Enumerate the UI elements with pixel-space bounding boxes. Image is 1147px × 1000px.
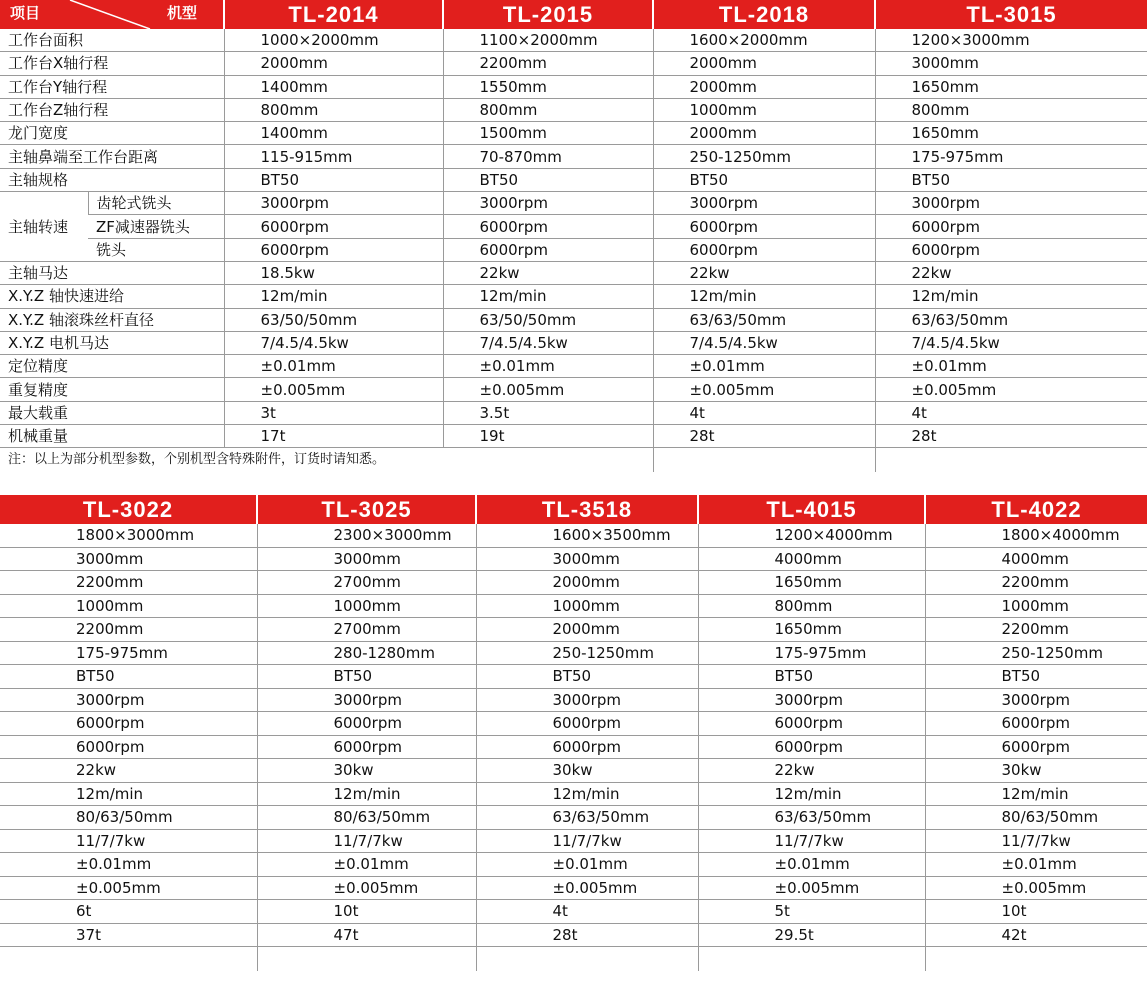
row-label: X.Y.Z 轴快速进给 bbox=[0, 285, 224, 308]
spec-value: 4t bbox=[875, 401, 1147, 424]
spec-value: ±0.01mm bbox=[476, 853, 698, 877]
spec-value: 7/4.5/4.5kw bbox=[875, 331, 1147, 354]
model-header: TL-4022 bbox=[925, 495, 1147, 524]
table-row bbox=[0, 759, 1147, 783]
spec-value: 250-1250mm bbox=[476, 641, 698, 665]
spec-value: 22kw bbox=[698, 759, 925, 783]
spec-value: 3000rpm bbox=[224, 192, 443, 215]
spec-value: 3000mm bbox=[0, 547, 257, 571]
table-row bbox=[0, 806, 1147, 830]
table-row bbox=[0, 547, 1147, 571]
spec-value: 1400mm bbox=[224, 75, 443, 98]
table-row bbox=[0, 665, 1147, 689]
spec-value: 28t bbox=[875, 425, 1147, 448]
spec-value: BT50 bbox=[0, 665, 257, 689]
spec-value: 3000mm bbox=[257, 547, 476, 571]
spec-value: 175-975mm bbox=[0, 641, 257, 665]
spec-value: BT50 bbox=[224, 168, 443, 191]
spec-value: 1000mm bbox=[257, 594, 476, 618]
spec-value: 6t bbox=[0, 900, 257, 924]
sub-row-label: 铣头 bbox=[88, 238, 224, 261]
corner-model-label: 机型 bbox=[166, 5, 197, 22]
spec-value: 1000mm bbox=[0, 594, 257, 618]
spec-value: 7/4.5/4.5kw bbox=[443, 331, 653, 354]
table-row bbox=[0, 98, 1147, 121]
spec-value: 6000rpm bbox=[925, 735, 1147, 759]
spec-value: 11/7/7kw bbox=[257, 829, 476, 853]
spec-value: 28t bbox=[653, 425, 875, 448]
spec-value: 7/4.5/4.5kw bbox=[224, 331, 443, 354]
spec-value: ±0.01mm bbox=[925, 853, 1147, 877]
spec-value: 3000rpm bbox=[875, 192, 1147, 215]
table-row bbox=[0, 168, 1147, 191]
model-header: TL-3025 bbox=[257, 495, 476, 524]
spec-value: 80/63/50mm bbox=[257, 806, 476, 830]
spec-value: 18.5kw bbox=[224, 261, 443, 284]
spec-value: 2000mm bbox=[653, 122, 875, 145]
spec-value: 3t bbox=[224, 401, 443, 424]
spec-value: 12m/min bbox=[925, 782, 1147, 806]
sub-row-label: 齿轮式铣头 bbox=[88, 192, 224, 215]
spec-value: 5t bbox=[698, 900, 925, 924]
spec-value: ±0.01mm bbox=[257, 853, 476, 877]
empty-cell bbox=[875, 448, 1147, 473]
spec-value: 2000mm bbox=[653, 75, 875, 98]
row-label: 龙门宽度 bbox=[0, 122, 224, 145]
spec-value: 6000rpm bbox=[698, 735, 925, 759]
spec-value: 1800×4000mm bbox=[925, 524, 1147, 547]
spec-value: 6000rpm bbox=[443, 238, 653, 261]
spec-value: 22kw bbox=[653, 261, 875, 284]
spec-value: 1200×4000mm bbox=[698, 524, 925, 547]
corner-header bbox=[0, 0, 224, 29]
table-row bbox=[0, 52, 1147, 75]
empty-cell bbox=[653, 448, 875, 473]
spec-value: 3000rpm bbox=[257, 688, 476, 712]
spec-value: 22kw bbox=[443, 261, 653, 284]
spec-value: 3.5t bbox=[443, 401, 653, 424]
spec-value: ±0.005mm bbox=[224, 378, 443, 401]
spec-value: 6000rpm bbox=[476, 735, 698, 759]
spec-value: 30kw bbox=[925, 759, 1147, 783]
spec-value: 2000mm bbox=[224, 52, 443, 75]
spec-value: 7/4.5/4.5kw bbox=[653, 331, 875, 354]
spec-value: ±0.005mm bbox=[875, 378, 1147, 401]
table-row bbox=[0, 215, 1147, 238]
spec-value: 6000rpm bbox=[224, 215, 443, 238]
table-row bbox=[0, 618, 1147, 642]
row-label: 工作台面积 bbox=[0, 29, 224, 52]
row-label: X.Y.Z 电机马达 bbox=[0, 331, 224, 354]
row-label: 主轴马达 bbox=[0, 261, 224, 284]
spec-value: 2000mm bbox=[653, 52, 875, 75]
table-row bbox=[0, 524, 1147, 547]
empty-cell bbox=[698, 947, 925, 972]
spec-value: 115-915mm bbox=[224, 145, 443, 168]
spec-value: 2700mm bbox=[257, 618, 476, 642]
spec-value: 4t bbox=[653, 401, 875, 424]
spec-value: 1600×3500mm bbox=[476, 524, 698, 547]
spec-value: 80/63/50mm bbox=[0, 806, 257, 830]
table-row bbox=[0, 192, 1147, 215]
spec-value: ±0.01mm bbox=[875, 355, 1147, 378]
table-row bbox=[0, 853, 1147, 877]
spec-value: 1500mm bbox=[443, 122, 653, 145]
spec-value: BT50 bbox=[476, 665, 698, 689]
model-header: TL-3015 bbox=[875, 0, 1147, 29]
spec-value: BT50 bbox=[698, 665, 925, 689]
spec-value: 1550mm bbox=[443, 75, 653, 98]
spec-value: BT50 bbox=[443, 168, 653, 191]
spec-value: 30kw bbox=[257, 759, 476, 783]
spec-value: 17t bbox=[224, 425, 443, 448]
spec-value: 2200mm bbox=[0, 571, 257, 595]
spec-value: 29.5t bbox=[698, 923, 925, 947]
spec-value: 1650mm bbox=[875, 122, 1147, 145]
spec-value: 6000rpm bbox=[875, 238, 1147, 261]
spec-value: ±0.01mm bbox=[0, 853, 257, 877]
model-header: TL-2014 bbox=[224, 0, 443, 29]
spec-value: 1000mm bbox=[653, 98, 875, 121]
row-label: 主轴规格 bbox=[0, 168, 224, 191]
spec-value: 800mm bbox=[224, 98, 443, 121]
spec-value: 1600×2000mm bbox=[653, 29, 875, 52]
spec-value: 10t bbox=[925, 900, 1147, 924]
spec-value: 3000rpm bbox=[653, 192, 875, 215]
spec-value: 1400mm bbox=[224, 122, 443, 145]
row-label: 主轴鼻端至工作台距离 bbox=[0, 145, 224, 168]
spec-value: 28t bbox=[476, 923, 698, 947]
table-row bbox=[0, 594, 1147, 618]
spec-value: ±0.01mm bbox=[698, 853, 925, 877]
row-label: 工作台X轴行程 bbox=[0, 52, 224, 75]
spec-value: 12m/min bbox=[0, 782, 257, 806]
spec-value: 3000rpm bbox=[0, 688, 257, 712]
spec-value: 11/7/7kw bbox=[476, 829, 698, 853]
table-row bbox=[0, 238, 1147, 261]
table2-header-row bbox=[0, 495, 1147, 524]
spec-value: 2000mm bbox=[476, 571, 698, 595]
spec-value: 19t bbox=[443, 425, 653, 448]
spec-value: 12m/min bbox=[875, 285, 1147, 308]
table-row bbox=[0, 122, 1147, 145]
spec-value: 250-1250mm bbox=[653, 145, 875, 168]
table-row bbox=[0, 308, 1147, 331]
model-header: TL-3518 bbox=[476, 495, 698, 524]
spec-value: 12m/min bbox=[653, 285, 875, 308]
model-header: TL-4015 bbox=[698, 495, 925, 524]
spec-value: 4t bbox=[476, 900, 698, 924]
spec-value: BT50 bbox=[875, 168, 1147, 191]
spec-value: ±0.005mm bbox=[698, 876, 925, 900]
spec-value: 2200mm bbox=[925, 618, 1147, 642]
spec-value: BT50 bbox=[257, 665, 476, 689]
spec-value: 12m/min bbox=[443, 285, 653, 308]
spec-value: 175-975mm bbox=[698, 641, 925, 665]
row-label: X.Y.Z 轴滚珠丝杆直径 bbox=[0, 308, 224, 331]
table-row bbox=[0, 29, 1147, 52]
empty-cell bbox=[0, 947, 257, 972]
table-row bbox=[0, 145, 1147, 168]
spec-value: 22kw bbox=[0, 759, 257, 783]
spec-value: ±0.005mm bbox=[476, 876, 698, 900]
table-row bbox=[0, 688, 1147, 712]
table-row bbox=[0, 900, 1147, 924]
spec-value: 6000rpm bbox=[443, 215, 653, 238]
spec-value: ±0.005mm bbox=[653, 378, 875, 401]
spec-value: 2200mm bbox=[925, 571, 1147, 595]
note-row bbox=[0, 448, 1147, 473]
group-label: 主轴转速 bbox=[0, 192, 88, 262]
empty-cell bbox=[925, 947, 1147, 972]
spec-value: 3000rpm bbox=[925, 688, 1147, 712]
spec-value: 3000rpm bbox=[698, 688, 925, 712]
table-row bbox=[0, 782, 1147, 806]
row-label: 重复精度 bbox=[0, 378, 224, 401]
empty-cell bbox=[257, 947, 476, 972]
spec-value: 6000rpm bbox=[698, 712, 925, 736]
spec-value: 6000rpm bbox=[653, 238, 875, 261]
spec-value: BT50 bbox=[653, 168, 875, 191]
row-label: 工作台Y轴行程 bbox=[0, 75, 224, 98]
spec-value: 1650mm bbox=[698, 571, 925, 595]
spec-value: 63/63/50mm bbox=[476, 806, 698, 830]
spec-value: ±0.005mm bbox=[257, 876, 476, 900]
spec-value: 70-870mm bbox=[443, 145, 653, 168]
spec-value: 63/63/50mm bbox=[653, 308, 875, 331]
spec-value: 800mm bbox=[698, 594, 925, 618]
spec-value: 37t bbox=[0, 923, 257, 947]
spec-value: 11/7/7kw bbox=[0, 829, 257, 853]
spec-table-2 bbox=[0, 495, 1147, 971]
spec-value: 1200×3000mm bbox=[875, 29, 1147, 52]
spec-value: 2200mm bbox=[0, 618, 257, 642]
spec-value: 250-1250mm bbox=[925, 641, 1147, 665]
spec-value: ±0.005mm bbox=[0, 876, 257, 900]
spec-value: 800mm bbox=[443, 98, 653, 121]
spec-value: 4000mm bbox=[925, 547, 1147, 571]
table-row bbox=[0, 641, 1147, 665]
table-row bbox=[0, 876, 1147, 900]
spec-value: 2700mm bbox=[257, 571, 476, 595]
spec-value: 12m/min bbox=[476, 782, 698, 806]
spec-value: 6000rpm bbox=[0, 712, 257, 736]
spec-value: 6000rpm bbox=[224, 238, 443, 261]
spec-value: 11/7/7kw bbox=[925, 829, 1147, 853]
model-header: TL-3022 bbox=[0, 495, 257, 524]
spec-value: 10t bbox=[257, 900, 476, 924]
spec-value: 2200mm bbox=[443, 52, 653, 75]
table-row bbox=[0, 75, 1147, 98]
spec-value: 800mm bbox=[875, 98, 1147, 121]
spec-value: 12m/min bbox=[224, 285, 443, 308]
table-row bbox=[0, 331, 1147, 354]
model-header: TL-2015 bbox=[443, 0, 653, 29]
spec-value: 63/50/50mm bbox=[443, 308, 653, 331]
row-label: 工作台Z轴行程 bbox=[0, 98, 224, 121]
row-label: 定位精度 bbox=[0, 355, 224, 378]
row-label: 机械重量 bbox=[0, 425, 224, 448]
spec-value: 1100×2000mm bbox=[443, 29, 653, 52]
spec-value: 1650mm bbox=[875, 75, 1147, 98]
spec-value: 1000mm bbox=[925, 594, 1147, 618]
spec-value: 6000rpm bbox=[476, 712, 698, 736]
table-row bbox=[0, 571, 1147, 595]
empty-cell bbox=[476, 947, 698, 972]
spec-value: 80/63/50mm bbox=[925, 806, 1147, 830]
spec-value: 30kw bbox=[476, 759, 698, 783]
table-row bbox=[0, 355, 1147, 378]
spec-value: 1800×3000mm bbox=[0, 524, 257, 547]
spec-value: ±0.01mm bbox=[443, 355, 653, 378]
spec-value: 63/63/50mm bbox=[875, 308, 1147, 331]
spec-value: ±0.01mm bbox=[653, 355, 875, 378]
corner-item-label: 项目 bbox=[10, 5, 41, 22]
table-row bbox=[0, 712, 1147, 736]
spec-value: 3000mm bbox=[476, 547, 698, 571]
spec-value: ±0.005mm bbox=[925, 876, 1147, 900]
model-header: TL-2018 bbox=[653, 0, 875, 29]
spec-value: 12m/min bbox=[698, 782, 925, 806]
spec-value: 2300×3000mm bbox=[257, 524, 476, 547]
spec-value: 6000rpm bbox=[257, 735, 476, 759]
spec-value: 12m/min bbox=[257, 782, 476, 806]
spec-value: 6000rpm bbox=[925, 712, 1147, 736]
spec-value: 280-1280mm bbox=[257, 641, 476, 665]
table1-header-row bbox=[0, 0, 1147, 29]
spec-value: 3000mm bbox=[875, 52, 1147, 75]
spec-value: 1650mm bbox=[698, 618, 925, 642]
spec-value: 47t bbox=[257, 923, 476, 947]
table-row bbox=[0, 923, 1147, 947]
sub-row-label: ZF减速器铣头 bbox=[88, 215, 224, 238]
row-label: 最大载重 bbox=[0, 401, 224, 424]
table-row bbox=[0, 401, 1147, 424]
spec-value: 2000mm bbox=[476, 618, 698, 642]
spec-value: 6000rpm bbox=[257, 712, 476, 736]
spec-value: 11/7/7kw bbox=[698, 829, 925, 853]
table-row bbox=[0, 829, 1147, 853]
table-row bbox=[0, 425, 1147, 448]
spec-value: 22kw bbox=[875, 261, 1147, 284]
spec-value: 3000rpm bbox=[476, 688, 698, 712]
spec-value: 6000rpm bbox=[0, 735, 257, 759]
table-row bbox=[0, 378, 1147, 401]
spec-value: 1000×2000mm bbox=[224, 29, 443, 52]
spec-value: ±0.005mm bbox=[443, 378, 653, 401]
blank-row bbox=[0, 947, 1147, 972]
footnote: 注：以上为部分机型参数，个别机型含特殊附件，订货时请知悉。 bbox=[8, 452, 386, 468]
table-row bbox=[0, 735, 1147, 759]
spec-value: 175-975mm bbox=[875, 145, 1147, 168]
spec-value: 42t bbox=[925, 923, 1147, 947]
table-row bbox=[0, 261, 1147, 284]
spec-value: 4000mm bbox=[698, 547, 925, 571]
spec-value: ±0.01mm bbox=[224, 355, 443, 378]
spec-value: 63/63/50mm bbox=[698, 806, 925, 830]
spec-value: BT50 bbox=[925, 665, 1147, 689]
spec-value: 3000rpm bbox=[443, 192, 653, 215]
spec-table-1 bbox=[0, 0, 1147, 472]
spec-value: 6000rpm bbox=[875, 215, 1147, 238]
spec-value: 63/50/50mm bbox=[224, 308, 443, 331]
spec-value: 6000rpm bbox=[653, 215, 875, 238]
spec-value: 1000mm bbox=[476, 594, 698, 618]
table-row bbox=[0, 285, 1147, 308]
